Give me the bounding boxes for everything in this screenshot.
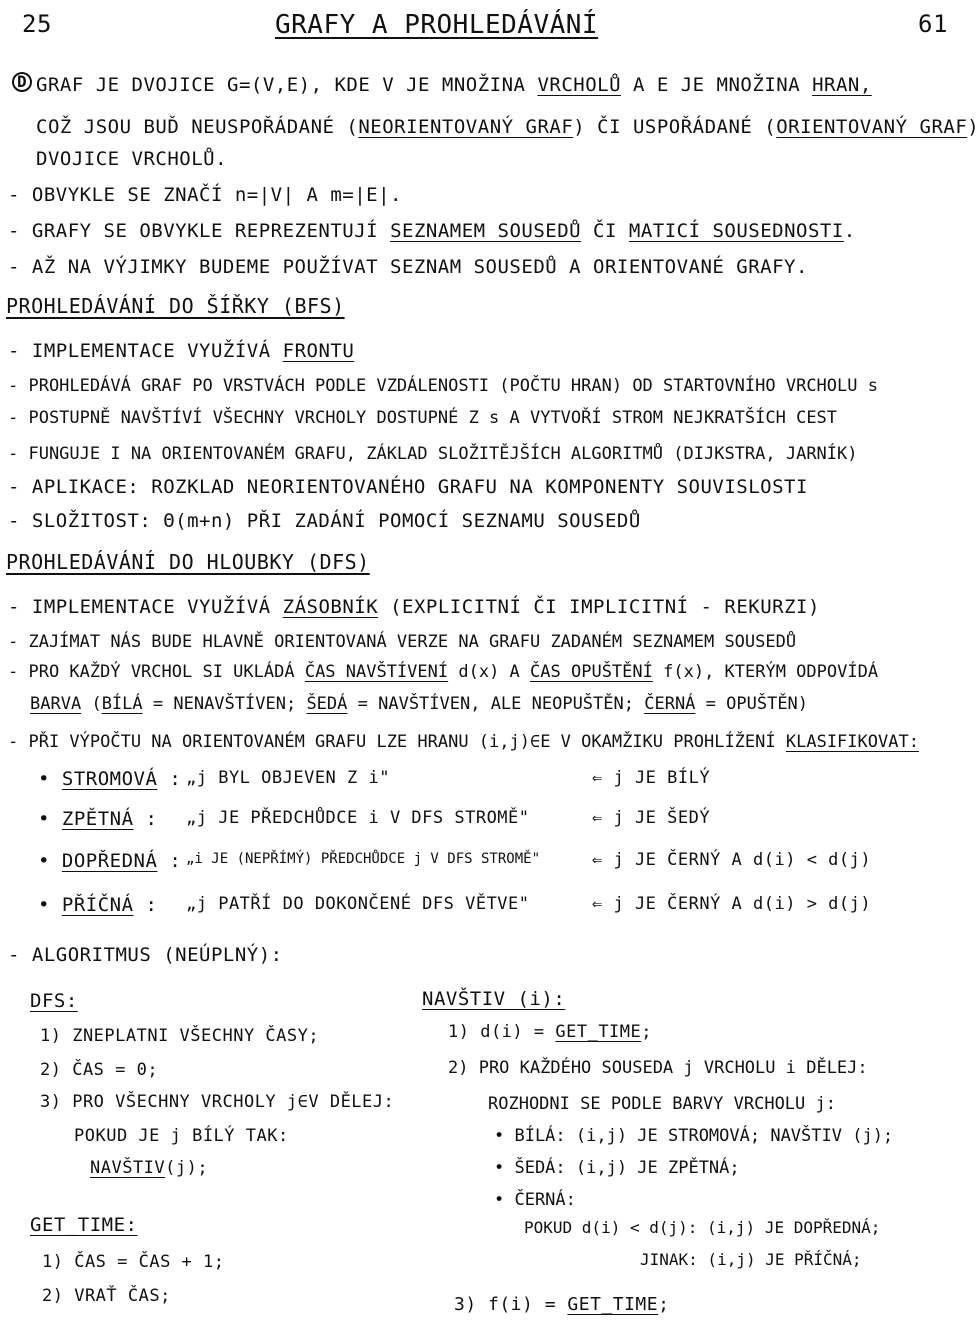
intro-line-2: COŽ JSOU BUĎ NEUSPOŘÁDANÉ (NEORIENTOVANÝ GRAF) ČI USPOŘÁDANÉ (ORIENTOVANÝ GRAF) — [36, 116, 979, 138]
dfs-line-colors: BARVA (BÍLÁ = NENAVŠTÍVEN; ŠEDÁ = NAVŠTÍVEN, ALE NEOPUŠTĚN; ČERNÁ = OPUŠTĚN) — [30, 694, 809, 714]
visit-proc-black: • ČERNÁ: — [494, 1190, 576, 1210]
get-time-step-1: 1) ČAS = ČAS + 1; — [42, 1252, 225, 1272]
dfs-line-implementation: - IMPLEMENTACE VYUŽÍVÁ ZÁSOBNÍK (EXPLICITNÍ ČI IMPLICITNÍ - REKURZI) — [8, 596, 820, 618]
intro-bullet-notation: - OBVYKLE SE ZNAČÍ n=|V| A m=|E|. — [8, 184, 402, 206]
dfs-proc-step-3: 3) PRO VŠECHNY VRCHOLY j∈V DĚLEJ: — [40, 1092, 395, 1112]
algorithm-heading: - ALGORITMUS (NEÚPLNÝ): — [8, 944, 283, 966]
visit-proc-white: • BÍLÁ: (i,j) JE STROMOVÁ; NAVŠTIV (j); — [494, 1126, 894, 1146]
dfs-proc-step-if: POKUD JE j BÍLÝ TAK: — [74, 1126, 289, 1146]
bfs-line-layers: - PROHLEDÁVÁ GRAF PO VRSTVÁCH PODLE VZDÁLENOSTI (POČTU HRAN) OD STARTOVNÍHO VRCHOLU s — [8, 376, 878, 396]
visit-proc-title: NAVŠTIV (i): — [422, 988, 566, 1010]
visit-proc-cross: JINAK: (i,j) JE PŘÍČNÁ; — [640, 1250, 862, 1269]
dfs-proc-step-visit: NAVŠTIV(j); — [90, 1158, 209, 1178]
visit-proc-step-3: 3) f(i) = GET_TIME; — [454, 1294, 670, 1315]
page-title: GRAFY A PROHLEDÁVÁNÍ — [275, 10, 599, 40]
edge-desc-tree: „j BYL OBJEVEN Z i" — [186, 768, 390, 788]
page-number-left: 25 — [22, 10, 52, 38]
get-time-step-2: 2) VRAŤ ČAS; — [42, 1286, 171, 1306]
intro-bullet-representation: - GRAFY SE OBVYKLE REPREZENTUJÍ SEZNAMEM SOUSEDŮ ČI MATICÍ SOUSEDNOSTI. — [8, 220, 856, 242]
dfs-line-oriented: - ZAJÍMAT NÁS BUDE HLAVNĚ ORIENTOVANÁ VERZE NA GRAFU ZADANÉM SEZNAMEM SOUSEDŮ — [8, 632, 797, 652]
definition-marker: D — [12, 72, 32, 92]
edge-desc-cross: „j PATŘÍ DO DOKONČENÉ DFS VĚTVE" — [186, 894, 530, 914]
bfs-line-application: - APLIKACE: ROZKLAD NEORIENTOVANÉHO GRAFU NA KOMPONENTY SOUVISLOSTI — [8, 476, 808, 498]
bfs-line-tree: - POSTUPNĚ NAVŠTÍVÍ VŠECHNY VRCHOLY DOSTUPNÉ Z s A VYTVOŘÍ STROM NEJKRATŠÍCH CEST — [8, 408, 838, 428]
dfs-proc-step-2: 2) ČAS = 0; — [40, 1060, 159, 1080]
intro-line-1: GRAF JE DVOJICE G=(V,E), KDE V JE MNOŽINA VRCHOLŮ A E JE MNOŽINA HRAN, — [36, 74, 872, 96]
dfs-proc-step-1: 1) ZNEPLATNI VŠECHNY ČASY; — [40, 1026, 320, 1046]
edge-cond-tree: ⇐ j JE BÍLÝ — [592, 768, 711, 788]
visit-proc-decide: ROZHODNI SE PODLE BARVY VRCHOLU j: — [488, 1094, 836, 1114]
visit-proc-forward: POKUD d(i) < d(j): (i,j) JE DOPŘEDNÁ; — [524, 1218, 881, 1237]
edge-cond-forward: ⇐ j JE ČERNÝ A d(i) < d(j) — [592, 850, 872, 870]
edge-row-forward: • DOPŘEDNÁ : — [38, 850, 182, 872]
edge-desc-forward: „i JE (NEPŘÍMÝ) PŘEDCHŮDCE j V DFS STROMĚ" — [186, 851, 541, 867]
visit-proc-gray: • ŠEDÁ: (i,j) JE ZPĚTNÁ; — [494, 1158, 740, 1178]
edge-desc-back: „j JE PŘEDCHŮDCE i V DFS STROMĚ" — [186, 808, 530, 828]
visit-proc-step-2: 2) PRO KAŽDÉHO SOUSEDA j VRCHOLU i DĚLEJ: — [448, 1058, 868, 1078]
dfs-line-times: - PRO KAŽDÝ VRCHOL SI UKLÁDÁ ČAS NAVŠTÍVENÍ d(x) A ČAS OPUŠTĚNÍ f(x), KTERÝM ODPOVÍDÁ — [8, 662, 879, 682]
edge-cond-cross: ⇐ j JE ČERNÝ A d(i) > d(j) — [592, 894, 872, 914]
edge-row-back: • ZPĚTNÁ : — [38, 808, 158, 830]
dfs-proc-title: DFS: — [30, 990, 78, 1012]
dfs-heading: PROHLEDÁVÁNÍ DO HLOUBKY (DFS) — [6, 550, 370, 574]
bfs-line-oriented: - FUNGUJE I NA ORIENTOVANÉM GRAFU, ZÁKLAD SLOŽITĚJŠÍCH ALGORITMŮ (DIJKSTRA, JARNÍK) — [8, 444, 858, 464]
dfs-line-classify: - PŘI VÝPOČTU NA ORIENTOVANÉM GRAFU LZE HRANU (i,j)∈E V OKAMŽIKU PROHLÍŽENÍ KLASIFIKOVAT: — [8, 732, 919, 752]
edge-cond-back: ⇐ j JE ŠEDÝ — [592, 808, 711, 828]
bfs-line-implementation: - IMPLEMENTACE VYUŽÍVÁ FRONTU — [8, 340, 355, 362]
edge-row-tree: • STROMOVÁ : — [38, 768, 182, 790]
visit-proc-step-1: 1) d(i) = GET_TIME; — [448, 1022, 653, 1042]
intro-line-3: DVOJICE VRCHOLŮ. — [36, 148, 228, 170]
edge-row-cross: • PŘÍČNÁ : — [38, 894, 158, 916]
intro-bullet-usage: - AŽ NA VÝJIMKY BUDEME POUŽÍVAT SEZNAM SOUSEDŮ A ORIENTOVANÉ GRAFY. — [8, 256, 808, 278]
get-time-title: GET_TIME: — [30, 1214, 138, 1236]
bfs-heading: PROHLEDÁVÁNÍ DO ŠÍŘKY (BFS) — [6, 294, 345, 318]
bfs-line-complexity: - SLOŽITOST: Θ(m+n) PŘI ZADÁNÍ POMOCÍ SEZNAMU SOUSEDŮ — [8, 510, 641, 532]
page-number-right: 61 — [918, 10, 948, 38]
